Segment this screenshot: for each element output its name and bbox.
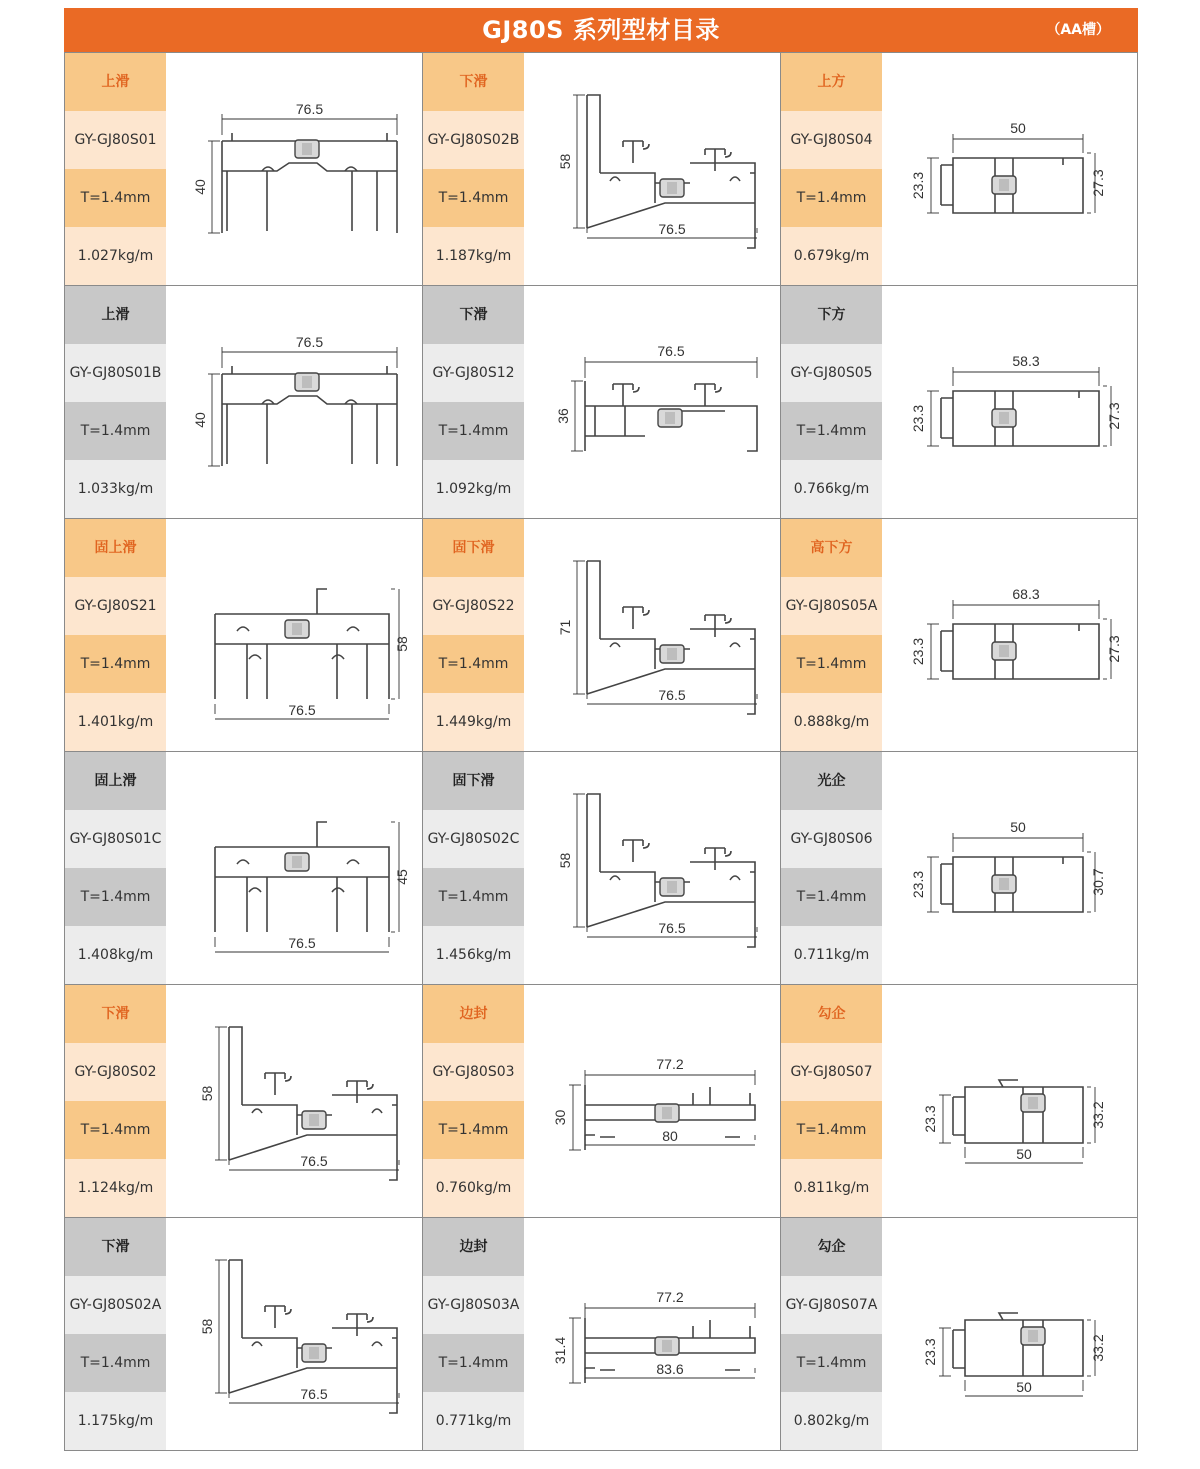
profile-row: [65, 751, 1137, 984]
dimension-label: 76.5: [658, 687, 686, 703]
dimension-label: 58.3: [1012, 353, 1040, 369]
dimension-label: 50: [1010, 120, 1026, 136]
dimension-label: 23.3: [910, 637, 926, 666]
dimension-label: 50: [1016, 1146, 1032, 1162]
profile-name: 下滑: [423, 286, 524, 344]
profile-card: [423, 985, 781, 1217]
profile-name: 上滑: [65, 286, 166, 344]
profile-weight: 1.456kg/m: [423, 926, 524, 984]
profile-name: 勾企: [781, 1218, 882, 1276]
profile-code: GY-GJ80S01B: [65, 344, 166, 402]
profile-drawing: [883, 1218, 1137, 1450]
profile-card: [781, 985, 1137, 1217]
profile-weight: 0.888kg/m: [781, 693, 882, 751]
profile-card: [423, 519, 781, 751]
dimension-label: 40: [192, 179, 208, 195]
profile-card: [781, 519, 1137, 751]
profile-code: GY-GJ80S06: [781, 810, 882, 868]
profile-info: [781, 286, 882, 518]
profile-thickness: T=1.4mm: [423, 868, 524, 926]
profile-row: [65, 1217, 1137, 1450]
profile-info: [65, 519, 166, 751]
dimension-label: 27.3: [1106, 635, 1122, 663]
profile-thickness: T=1.4mm: [423, 635, 524, 693]
profile-drawing: [167, 519, 421, 751]
profile-drawing: [167, 53, 421, 285]
profile-code: GY-GJ80S03: [423, 1043, 524, 1101]
dimension-label: 68.3: [1012, 586, 1040, 602]
dimension-label: 83.6: [656, 1361, 684, 1377]
profile-code: GY-GJ80S21: [65, 577, 166, 635]
profile-info: [423, 985, 524, 1217]
profile-thickness: T=1.4mm: [423, 169, 524, 227]
dimension-label: 58: [199, 1318, 215, 1335]
profile-info: [423, 53, 524, 285]
dimension-label: 27.3: [1106, 402, 1122, 430]
profile-weight: 1.027kg/m: [65, 227, 166, 285]
profile-cross-section: [167, 752, 421, 984]
profile-weight: 1.033kg/m: [65, 460, 166, 518]
profile-weight: 1.187kg/m: [423, 227, 524, 285]
profile-name: 上滑: [65, 53, 166, 111]
profile-drawing: [525, 519, 779, 751]
profile-name: 下滑: [65, 1218, 166, 1276]
profile-code: GY-GJ80S02: [65, 1043, 166, 1101]
profile-drawing: [525, 985, 779, 1217]
profile-info: [65, 1218, 166, 1450]
profile-cross-section: [167, 286, 421, 518]
profile-weight: 0.802kg/m: [781, 1392, 882, 1450]
profile-card: [423, 286, 781, 518]
dimension-label: 76.5: [295, 101, 324, 117]
profile-thickness: T=1.4mm: [781, 635, 882, 693]
profile-code: GY-GJ80S03A: [423, 1276, 524, 1334]
profile-name: 下方: [781, 286, 882, 344]
dimension-label: 23.3: [922, 1105, 938, 1133]
profile-cross-section: [525, 519, 779, 751]
profile-thickness: T=1.4mm: [65, 1101, 166, 1159]
profile-row: [65, 984, 1137, 1217]
profile-cross-section: [167, 985, 421, 1217]
profile-card: [65, 752, 423, 984]
dimension-label: 23.3: [910, 404, 926, 433]
profile-cross-section: [167, 519, 421, 751]
profile-card: [65, 53, 423, 285]
dimension-label: 76.5: [657, 343, 685, 359]
profile-info: [65, 286, 166, 518]
profile-info: [781, 752, 882, 984]
dimension-label: 40: [192, 412, 208, 428]
dimension-label: 58: [557, 153, 573, 170]
profile-info: [423, 752, 524, 984]
profile-cross-section: [883, 985, 1137, 1217]
profile-weight: 1.092kg/m: [423, 460, 524, 518]
dimension-label: 45: [394, 869, 410, 885]
profile-thickness: T=1.4mm: [781, 1334, 882, 1392]
profile-drawing: [167, 752, 421, 984]
dimension-label: 77.2: [656, 1056, 684, 1072]
dimension-label: 33.2: [1090, 1334, 1106, 1362]
profile-cross-section: [883, 1218, 1137, 1450]
profile-code: GY-GJ80S05A: [781, 577, 882, 635]
profile-name: 固下滑: [423, 752, 524, 810]
dimension-label: 76.5: [658, 920, 686, 936]
profile-cross-section: [883, 752, 1137, 984]
dimension-label: 27.3: [1090, 169, 1106, 197]
dimension-label: 50: [1010, 819, 1026, 835]
profile-grid: [64, 52, 1138, 1451]
dimension-label: 80: [662, 1128, 678, 1144]
profile-weight: 1.124kg/m: [65, 1159, 166, 1217]
profile-thickness: T=1.4mm: [781, 402, 882, 460]
profile-code: GY-GJ80S04: [781, 111, 882, 169]
profile-code: GY-GJ80S01: [65, 111, 166, 169]
profile-thickness: T=1.4mm: [423, 1101, 524, 1159]
profile-card: [65, 519, 423, 751]
profile-cross-section: [525, 1218, 779, 1450]
profile-info: [65, 53, 166, 285]
profile-drawing: [525, 53, 779, 285]
dimension-label: 58: [557, 852, 573, 869]
profile-weight: 0.760kg/m: [423, 1159, 524, 1217]
profile-drawing: [883, 752, 1137, 984]
profile-info: [65, 752, 166, 984]
profile-thickness: T=1.4mm: [65, 868, 166, 926]
profile-drawing: [167, 985, 421, 1217]
profile-weight: 1.175kg/m: [65, 1392, 166, 1450]
profile-code: GY-GJ80S07A: [781, 1276, 882, 1334]
profile-thickness: T=1.4mm: [781, 1101, 882, 1159]
profile-name: 边封: [423, 985, 524, 1043]
profile-info: [423, 286, 524, 518]
profile-cross-section: [883, 53, 1137, 285]
profile-card: [781, 53, 1137, 285]
catalog-header: [64, 8, 1138, 52]
profile-card: [781, 286, 1137, 518]
profile-name: 边封: [423, 1218, 524, 1276]
profile-thickness: T=1.4mm: [423, 402, 524, 460]
profile-card: [65, 1218, 423, 1450]
profile-info: [781, 985, 882, 1217]
dimension-label: 36: [555, 408, 571, 424]
profile-cross-section: [167, 53, 421, 285]
dimension-label: 76.5: [288, 702, 316, 718]
dimension-label: 71: [557, 619, 573, 636]
profile-thickness: T=1.4mm: [65, 402, 166, 460]
profile-row: [65, 518, 1137, 751]
profile-weight: 1.401kg/m: [65, 693, 166, 751]
profile-weight: 0.811kg/m: [781, 1159, 882, 1217]
profile-cross-section: [883, 519, 1137, 751]
profile-weight: 1.449kg/m: [423, 693, 524, 751]
profile-card: [781, 752, 1137, 984]
profile-drawing: [525, 1218, 779, 1450]
dimension-label: 31.4: [552, 1336, 568, 1365]
profile-drawing: [883, 286, 1137, 518]
profile-code: GY-GJ80S07: [781, 1043, 882, 1101]
profile-thickness: T=1.4mm: [423, 1334, 524, 1392]
profile-code: GY-GJ80S05: [781, 344, 882, 402]
dimension-label: 76.5: [658, 221, 686, 237]
profile-info: [781, 53, 882, 285]
profile-name: 固下滑: [423, 519, 524, 577]
profile-card: [423, 53, 781, 285]
profile-info: [781, 519, 882, 751]
dimension-label: 58: [394, 636, 410, 652]
profile-thickness: T=1.4mm: [781, 868, 882, 926]
profile-row: [65, 52, 1137, 285]
dimension-label: 77.2: [656, 1289, 684, 1305]
dimension-label: 30.7: [1090, 868, 1106, 896]
profile-weight: 0.766kg/m: [781, 460, 882, 518]
profile-name: 勾企: [781, 985, 882, 1043]
dimension-label: 30: [552, 1109, 568, 1126]
profile-drawing: [525, 286, 779, 518]
dimension-label: 23.3: [910, 171, 926, 200]
profile-cross-section: [883, 286, 1137, 518]
profile-cross-section: [167, 1218, 421, 1450]
profile-info: [65, 985, 166, 1217]
dimension-label: 76.5: [300, 1386, 328, 1402]
profile-name: 下滑: [423, 53, 524, 111]
profile-card: [423, 752, 781, 984]
profile-name: 上方: [781, 53, 882, 111]
profile-thickness: T=1.4mm: [65, 635, 166, 693]
profile-name: 固上滑: [65, 752, 166, 810]
profile-card: [781, 1218, 1137, 1450]
dimension-label: 58: [199, 1085, 215, 1102]
page-title: GJ80S 系列型材目录: [482, 16, 720, 44]
dimension-label: 76.5: [288, 935, 316, 951]
dimension-label: 23.3: [922, 1338, 938, 1366]
profile-code: GY-GJ80S12: [423, 344, 524, 402]
dimension-label: 50: [1016, 1379, 1032, 1395]
profile-drawing: [883, 519, 1137, 751]
profile-name: 光企: [781, 752, 882, 810]
profile-weight: 0.679kg/m: [781, 227, 882, 285]
profile-weight: 1.408kg/m: [65, 926, 166, 984]
profile-thickness: T=1.4mm: [781, 169, 882, 227]
dimension-label: 23.3: [910, 870, 926, 899]
profile-cross-section: [525, 985, 779, 1217]
profile-cross-section: [525, 286, 779, 518]
profile-code: GY-GJ80S02B: [423, 111, 524, 169]
profile-info: [781, 1218, 882, 1450]
profile-drawing: [883, 53, 1137, 285]
profile-name: 下滑: [65, 985, 166, 1043]
profile-thickness: T=1.4mm: [65, 1334, 166, 1392]
profile-row: [65, 285, 1137, 518]
dimension-label: 33.2: [1090, 1101, 1106, 1129]
profile-name: 固上滑: [65, 519, 166, 577]
dimension-label: 76.5: [295, 334, 324, 350]
profile-code: GY-GJ80S01C: [65, 810, 166, 868]
catalog-page: [64, 8, 1138, 1451]
profile-cross-section: [525, 53, 779, 285]
profile-code: GY-GJ80S02A: [65, 1276, 166, 1334]
profile-drawing: [883, 985, 1137, 1217]
profile-weight: 0.771kg/m: [423, 1392, 524, 1450]
profile-card: [65, 985, 423, 1217]
profile-code: GY-GJ80S22: [423, 577, 524, 635]
profile-code: GY-GJ80S02C: [423, 810, 524, 868]
profile-info: [423, 519, 524, 751]
profile-card: [65, 286, 423, 518]
profile-drawing: [167, 1218, 421, 1450]
profile-name: 高下方: [781, 519, 882, 577]
profile-card: [423, 1218, 781, 1450]
profile-weight: 0.711kg/m: [781, 926, 882, 984]
profile-cross-section: [525, 752, 779, 984]
profile-drawing: [167, 286, 421, 518]
dimension-label: 76.5: [300, 1153, 328, 1169]
profile-drawing: [525, 752, 779, 984]
profile-info: [423, 1218, 524, 1450]
profile-thickness: T=1.4mm: [65, 169, 166, 227]
page-subtitle: （AA槽）: [1046, 22, 1110, 38]
